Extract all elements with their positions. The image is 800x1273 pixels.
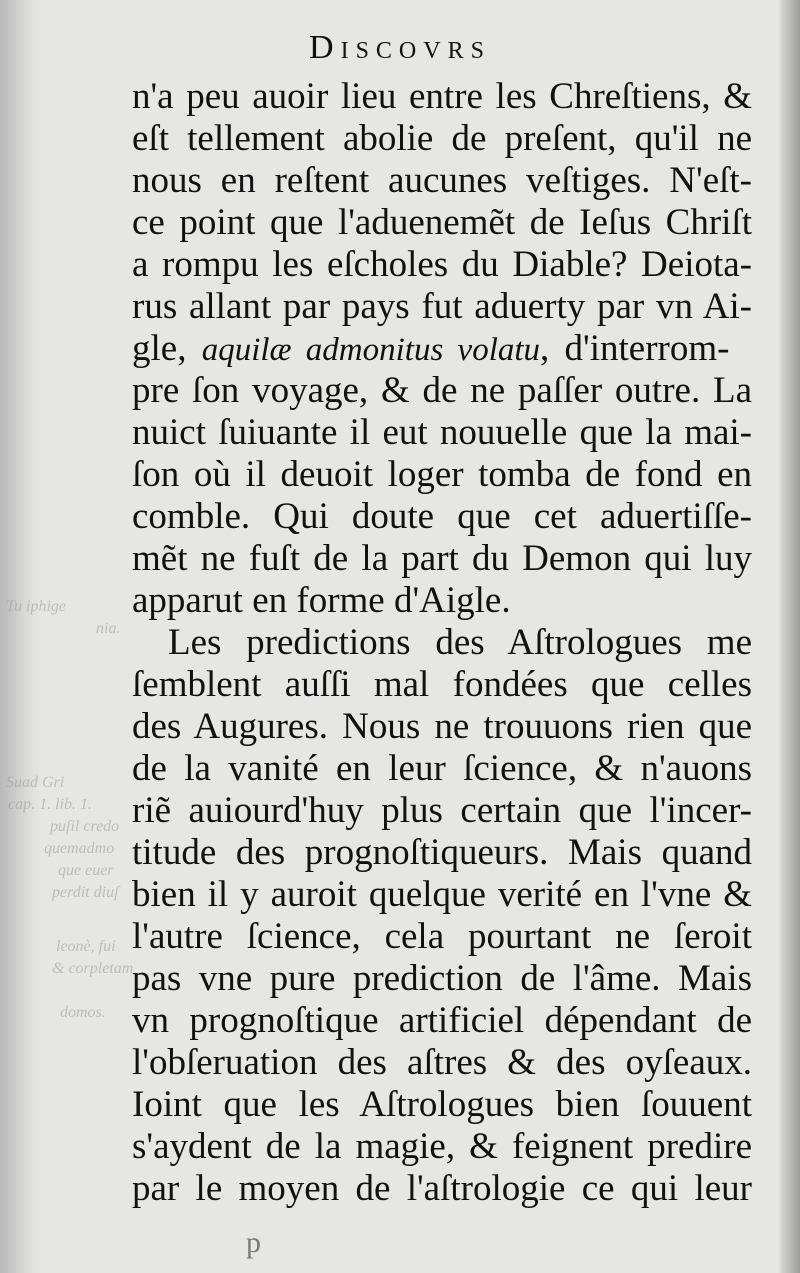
text-line: a rompu les eſcholes du Diable? Deiota- [132,244,752,285]
text-line: nuict ſuiuante il eut nouuelle que la mai- [132,412,752,453]
bleed-note: que euer [58,862,114,879]
bleed-note: puſil credo [50,818,120,835]
text-line: comble. Qui doute que cet aduertiſſe- [132,496,752,537]
text-line: de la vanité en leur ſcience, & n'auons [132,748,752,789]
signature-mark: p [246,1226,261,1259]
text-line: eſt tellement abolie de preſent, qu'il ne [132,118,752,159]
text-line: titude des prognoſtiqueurs. Mais quand [132,832,752,873]
bleed-note: domos. [60,1004,106,1021]
text-line: Les predictions des Aſtrologues me [168,622,752,663]
text-line: ſemblent auſſi mal fondées que celles [132,664,752,705]
body-text [132,76,752,1210]
text-line: vn prognoſtique artificiel dépendant de [132,1000,752,1041]
line-text: , d'interrom- [540,328,730,369]
bleed-note: nia. [96,620,121,637]
running-header: Discovrs [309,29,491,66]
text-line: Ioint que les Aſtrologues bien ſouuent [132,1084,752,1125]
text-line: bien il y auroit quelque verité en l'vne & [132,874,752,915]
text-line: rus allant par pays fut aduerty par vn Ai- [132,286,752,327]
text-line: par le moyen de l'aſtrologie ce qui leur [132,1168,752,1209]
text-line: s'aydent de la magie, & feignent predire [132,1126,752,1167]
bleed-note: leonè, fui [56,938,116,955]
line-text: gle, [132,328,202,369]
text-line: n'a peu auoir lieu entre les Chreſtiens, & [132,76,752,117]
bleed-note: quemadmo [44,840,115,857]
bleed-note: Tu iphige [6,598,67,615]
text-line: apparut en forme d'Aigle. [132,580,511,621]
text-line [132,328,752,370]
text-line: riẽ auiourd'huy plus certain que l'incer- [132,790,752,831]
bleed-note: & corpletam [52,960,134,977]
text-line: des Augures. Nous ne trouuons rien que [132,706,752,747]
latin-quotation: aquilæ admonitus volatu [201,332,541,368]
bleed-note: Suad Gri [6,774,65,791]
text-line: pas vne pure prediction de l'âme. Mais [132,958,752,999]
text-line: ce point que l'aduenemẽt de Ieſus Chriſt [132,202,752,243]
bleed-note: perdit diuſ [52,884,119,901]
text-line: l'autre ſcience, cela pourtant ne ſeroit [132,916,752,957]
text-line: pre ſon voyage, & de ne paſſer outre. La [132,370,752,411]
text-line: mẽt ne fuſt de la part du Demon qui luy [132,538,752,579]
text-line: ſon où il deuoit loger tomba de fond en [132,454,752,495]
bleed-note: cap. 1. lib. 1. [8,796,92,813]
text-line: l'obſeruation des aſtres & des oyſeaux. [132,1042,752,1083]
text-line: nous en reſtent aucunes veſtiges. N'eſt- [132,160,752,201]
